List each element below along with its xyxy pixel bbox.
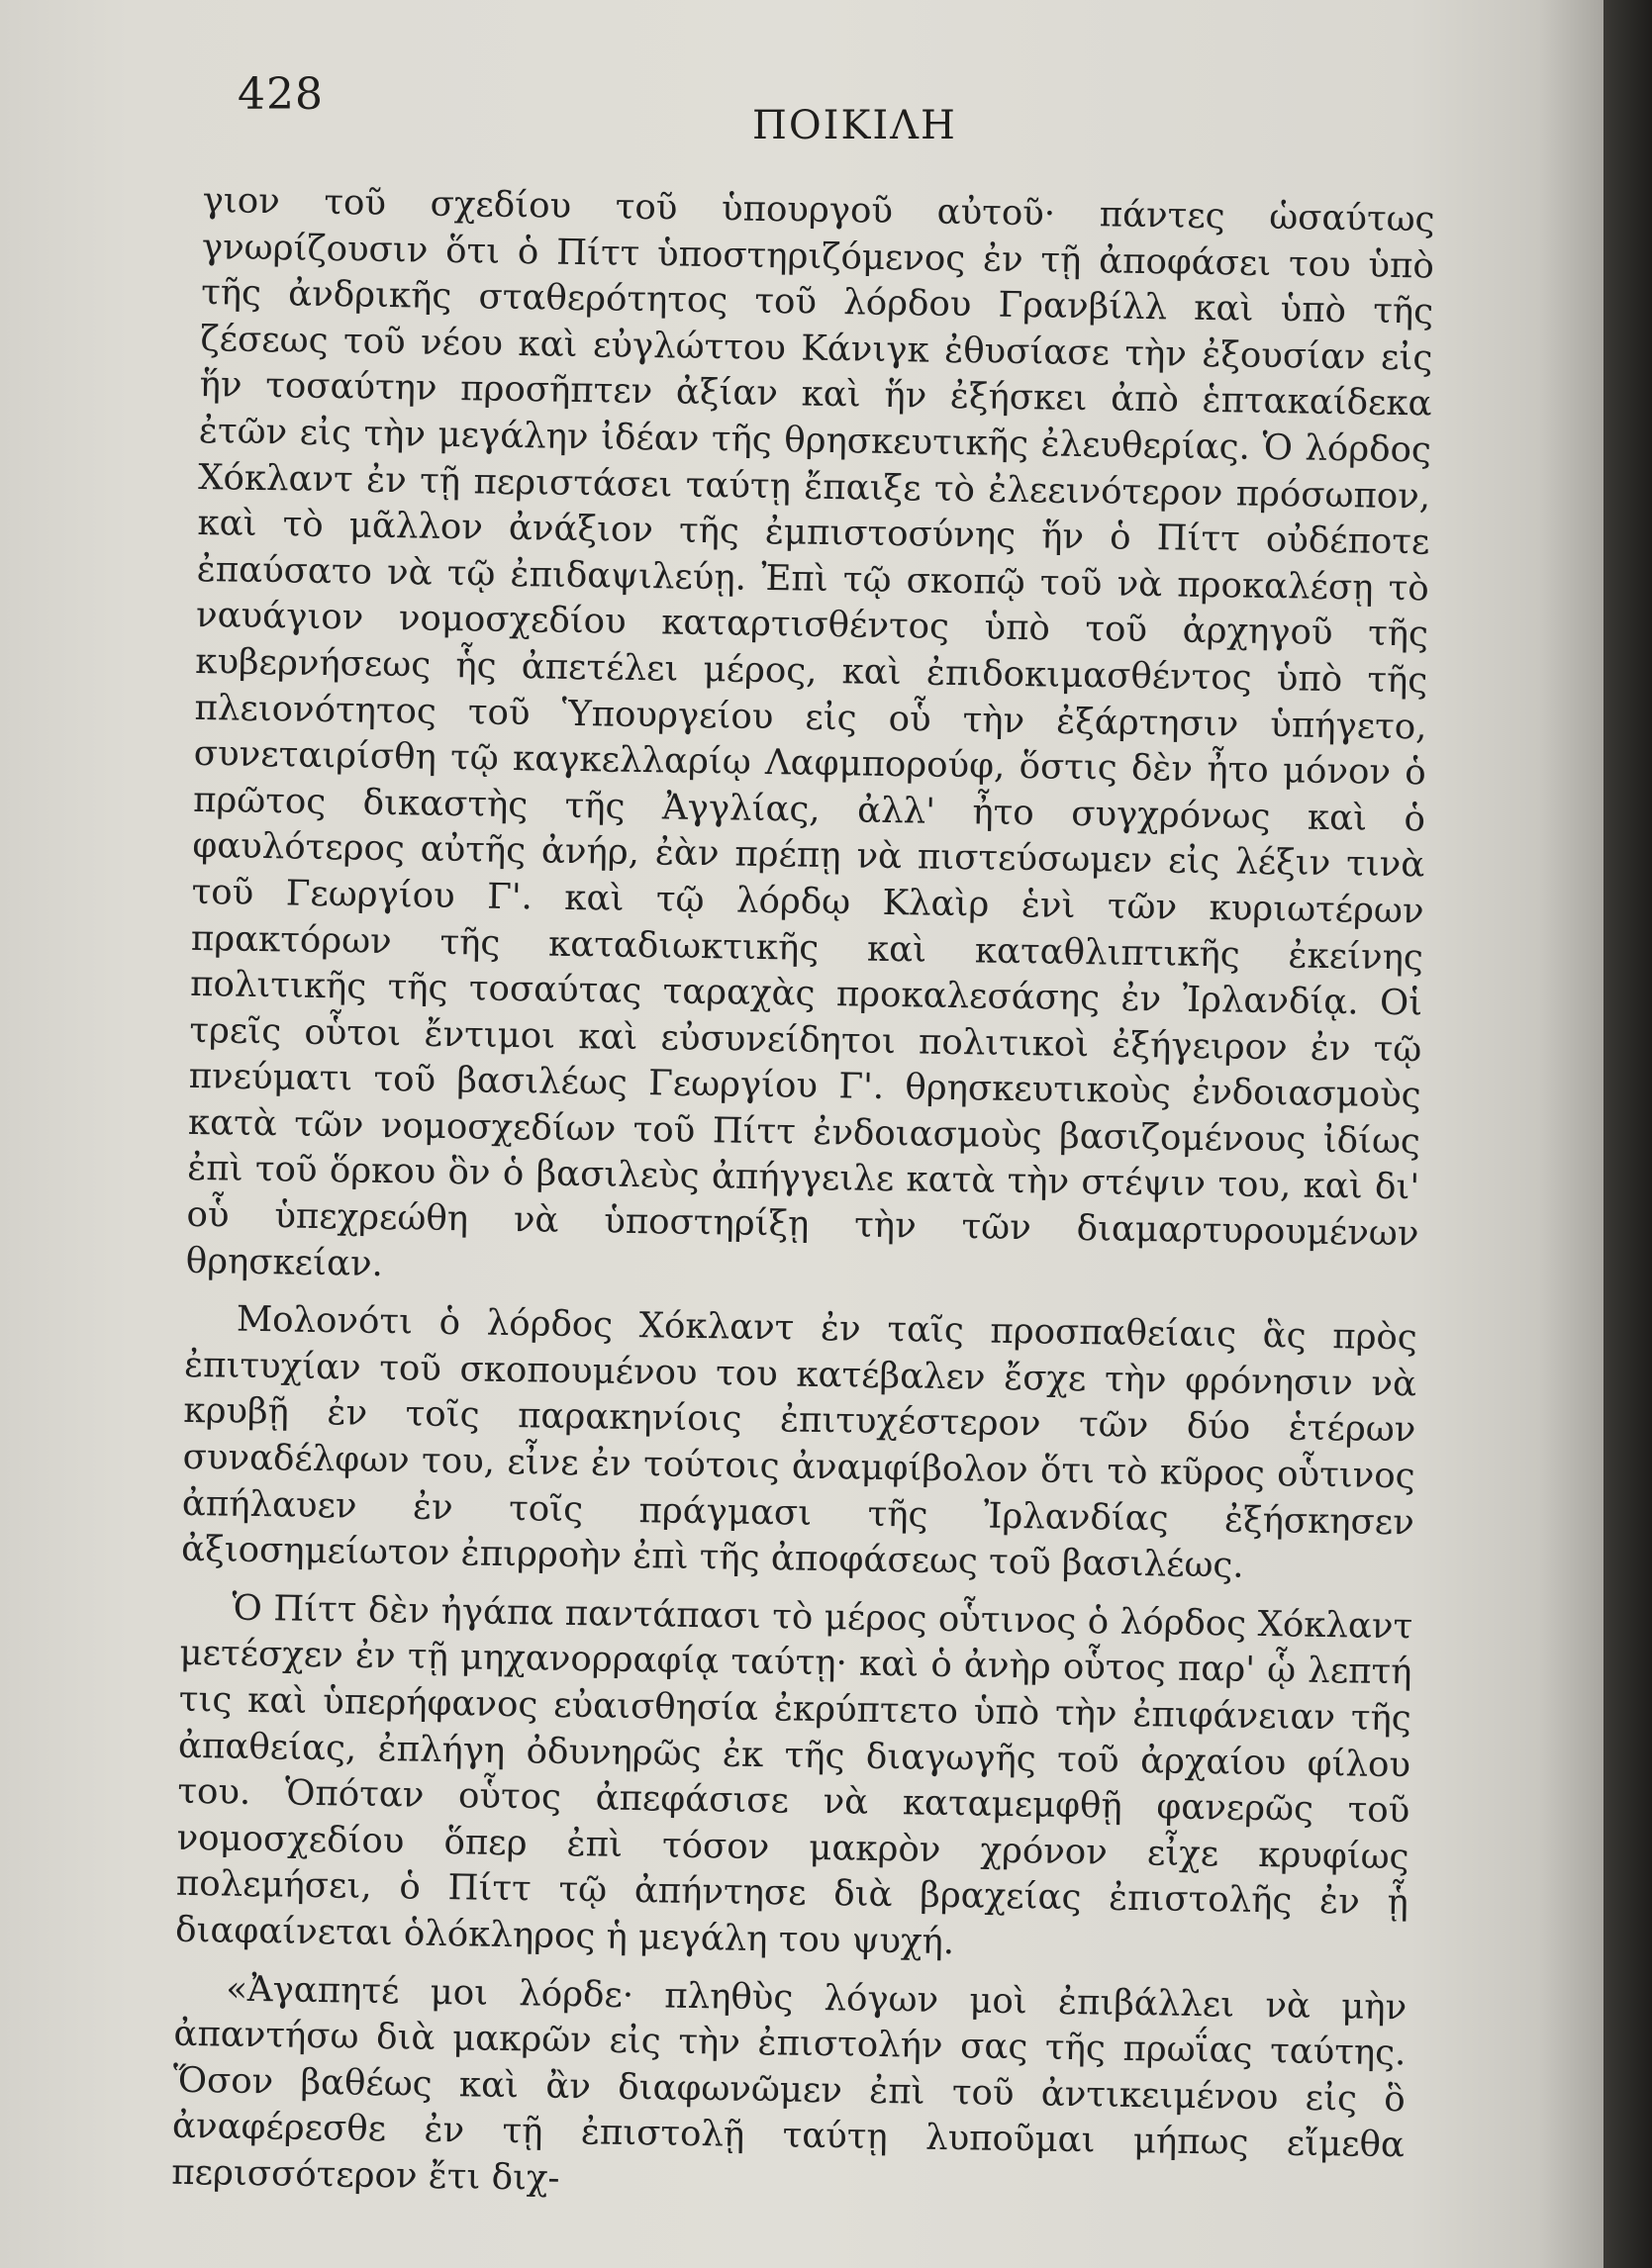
body-text: [171, 178, 1435, 2216]
paragraph: Ὁ Πίττ δὲν ἠγάπα παντάπασι τὸ μέρος οὗτινος ὁ λόρδος Χόκλαντ μετέσχεν ἐν τῇ μηχανορραφίᾳ ταύτῃ· καὶ ὁ ἀνὴρ οὗτος παρ' ᾧ λεπτή τις καὶ ὑπερήφανος εὐαισθησία ἐκρύπτετο ὑπὸ τὴν ἐπιφάνειαν τῆς ἀπαθείας, ἐπλήγη ὀδυνηρῶς ἐκ τῆς διαγωγῆς τοῦ ἀρχαίου φίλου του. Ὁπόταν οὗτος ἀπεφάσισε νὰ καταμεμφθῇ φανερῶς τοῦ νομοσχεδίου ὅπερ ἐπὶ τόσον μακρὸν χρόνον εἶχε κρυφίως πολεμήσει, ὁ Πίττ τῷ ἀπήντησε διὰ βραχείας ἐπιστολῆς ἐν ᾗ διαφαίνεται ὁλόκληρος ἡ μεγάλη του ψυχή.: [174, 1587, 1413, 1963]
paragraph: Μολονότι ὁ λόρδος Χόκλαντ ἐν ταῖς προσπαθείαις ἃς πρὸς ἐπιτυχίαν τοῦ σκοπουμένου του κατέβαλεν ἔσχε τὴν φρόνησιν νὰ κρυβῇ ἐν τοῖς παρακηνίοις ἐπιτυχέστερον τῶν δύο ἑτέρων συναδέλφων του, εἶνε ἐν τούτοις ἀναμφίβολον ὅτι τὸ κῦρος οὗτινος ἀπήλαυεν ἐν τοῖς πράγμασι τῆς Ἰρλανδίας ἐξήσκησεν ἀξιοσημείωτον ἐπιρροὴν ἐπὶ τῆς ἀποφάσεως τοῦ βασιλέως.: [180, 1298, 1418, 1586]
page-header: [0, 0, 1603, 168]
paragraph: «Ἀγαπητέ μοι λόρδε· πληθὺς λόγων μοὶ ἐπιβάλλει νὰ μὴν ἀπαντήσω διὰ μακρῶν εἰς τὴν ἐπιστολήν σας τῆς πρωΐας ταύτης. Ὅσον βαθέως καὶ ἂν διαφωνῶμεν ἐπὶ τοῦ ἀντικειμένου εἰς ὃ ἀναφέρεσθε ἐν τῇ ἐπιστολῇ ταύτῃ λυποῦμαι μήπως εἴμεθα περισσότερον ἔτι διχ-: [171, 1968, 1408, 2199]
page-number: 428: [238, 69, 324, 120]
running-title: ΠΟΙΚΙΛΗ: [752, 103, 957, 148]
paragraph: γιον τοῦ σχεδίου τοῦ ὑπουργοῦ αὐτοῦ· πάντες ὡσαύτως γνωρίζουσιν ὅτι ὁ Πίττ ὑποστηριζόμενος ἐν τῇ ἀποφάσει του ὑπὸ τῆς ἀνδρικῆς σταθερότητος τοῦ λόρδου Γρανβίλλ καὶ ὑπὸ τῆς ζέσεως τοῦ νέου καὶ εὐγλώττου Κάνιγκ ἐθυσίασε τὴν ἐξουσίαν εἰς ἥν τοσαύτην προσῆπτεν ἀξίαν καὶ ἥν ἐξήσκει ἀπὸ ἑπτακαίδεκα ἐτῶν εἰς τὴν μεγάλην ἰδέαν τῆς θρησκευτικῆς ἐλευθερίας. Ὁ λόρδος Χόκλαντ ἐν τῇ περιστάσει ταύτῃ ἔπαιξε τὸ ἐλεεινότερον πρόσωπον, καὶ τὸ μᾶλλον ἀνάξιον τῆς ἐμπιστοσύνης ἥν ὁ Πίττ οὐδέποτε ἐπαύσατο νὰ τῷ ἐπιδαψιλεύῃ. Ἐπὶ τῷ σκοπῷ τοῦ νὰ προκαλέσῃ τὸ ναυάγιον νομοσχεδίου καταρτισθέντος ὑπὸ τοῦ ἀρχηγοῦ τῆς κυβερνήσεως ἧς ἀπετέλει μέρος, καὶ ἐπιδοκιμασθέντος ὑπὸ τῆς πλειονότητος τοῦ Ὑπουργείου εἰς οὗ τὴν ἐξάρτησιν ὑπήγετο, συνεταιρίσθη τῷ καγκελλαρίῳ Λαφμπορούφ, ὅστις δὲν ἦτο μόνον ὁ πρῶτος δικαστὴς τῆς Ἀγγλίας, ἀλλ' ἦτο συγχρόνως καὶ ὁ φαυλότερος αὐτῆς ἀνήρ, ἐὰν πρέπῃ νὰ πιστεύσωμεν εἰς λέξιν τινὰ τοῦ Γεωργίου Γ'. καὶ τῷ λόρδῳ Κλαὶρ ἑνὶ τῶν κυριωτέρων πρακτόρων τῆς καταδιωκτικῆς καὶ καταθλιπτικῆς ἐκείνης πολιτικῆς τῆς τοσαύτας ταραχὰς προκαλεσάσης ἐν Ἰρλανδίᾳ. Οἱ τρεῖς οὗτοι ἔντιμοι καὶ εὐσυνείδητοι πολιτικοὶ ἐξήγειρον ἐν τῷ πνεύματι τοῦ βασιλέως Γεωργίου Γ'. θρησκευτικοὺς ἐνδοιασμοὺς κατὰ τῶν νομοσχεδίων τοῦ Πίττ ἐνδοιασμοὺς βασιζομένους ἰδίως ἐπὶ τοῦ ὅρκου ὃν ὁ βασιλεὺς ἀπήγγειλε κατὰ τὴν στέψιν του, καὶ δι' οὗ ὑπεχρεώθη νὰ ὑποστηρίξῃ τὴν τῶν διαμαρτυρουμένων θρησκείαν.: [185, 179, 1435, 1284]
book-gutter-shadow: [1603, 0, 1652, 2268]
